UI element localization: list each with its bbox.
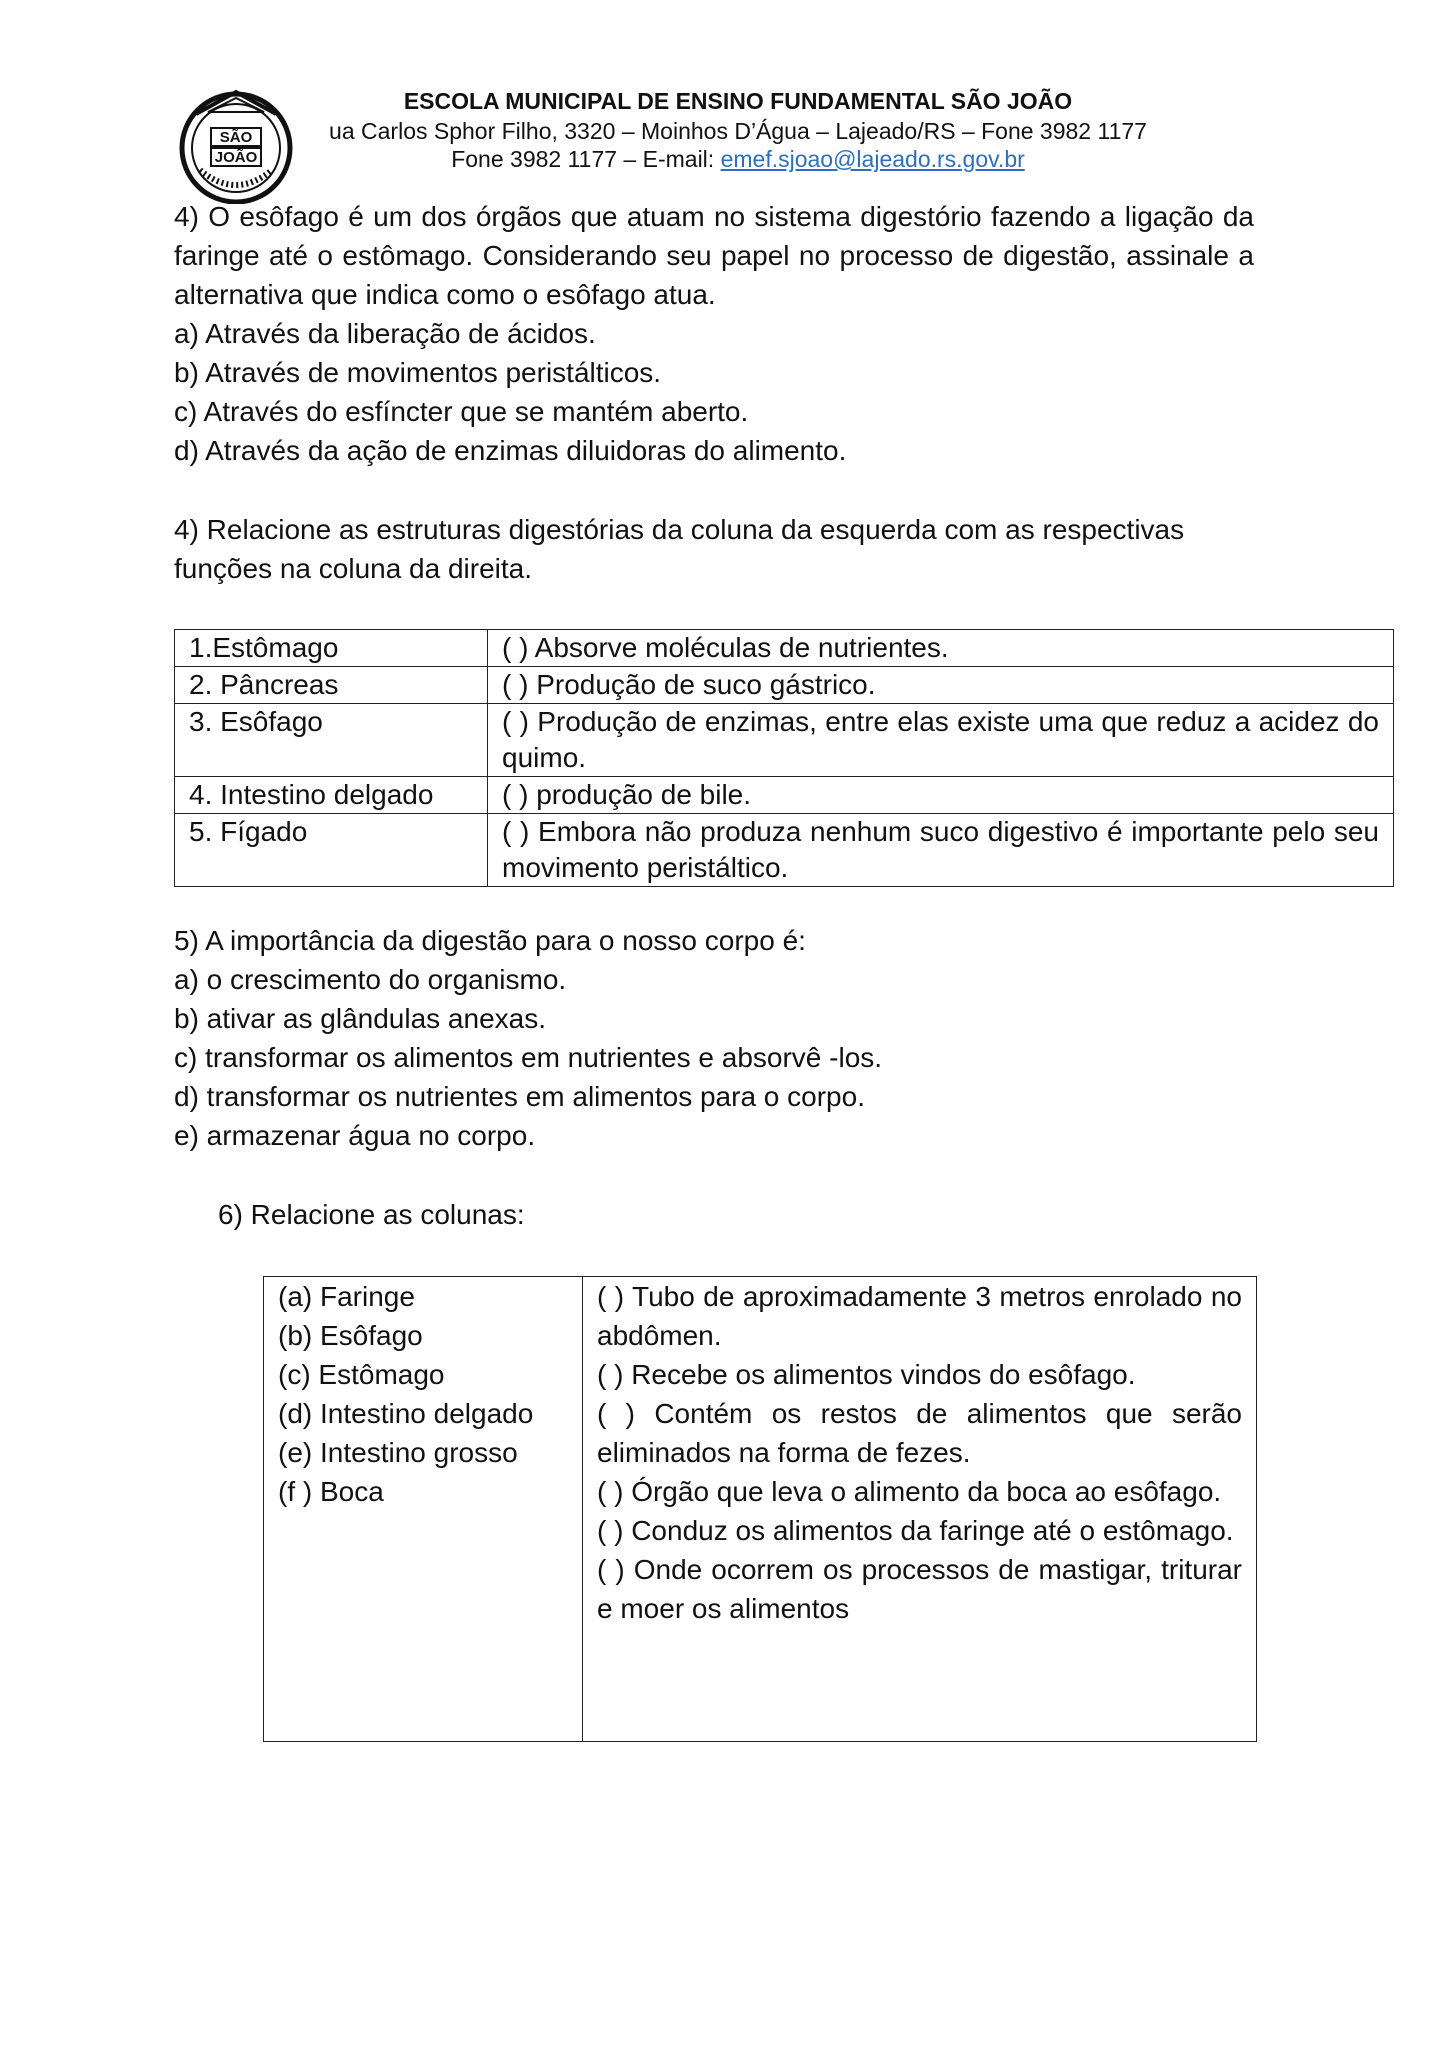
organ-item: (e) Intestino grosso	[278, 1437, 518, 1468]
structure-cell: 3. Esôfago	[175, 704, 488, 777]
function-cell: ( ) Absorve moléculas de nutrientes.	[488, 630, 1394, 667]
structure-cell: 5. Fígado	[175, 814, 488, 887]
description-item: ( ) Conduz os alimentos da faringe até o estômago.	[597, 1515, 1234, 1546]
question-6-text: 6) Relacione as colunas:	[218, 1199, 525, 1230]
structure-cell: 4. Intestino delgado	[175, 777, 488, 814]
table-row	[175, 814, 1394, 887]
table-row	[175, 667, 1394, 704]
function-cell: ( ) Produção de suco gástrico.	[488, 667, 1394, 704]
function-cell: ( ) produção de bile.	[488, 777, 1394, 814]
table-row	[264, 1277, 1257, 1742]
table-row	[175, 630, 1394, 667]
email-link[interactable]: emef.sjoao@lajeado.rs.gov.br	[720, 146, 1025, 172]
organ-item: (f ) Boca	[278, 1476, 384, 1507]
organ-item: (b) Esôfago	[278, 1320, 423, 1351]
function-cell: ( ) Embora não produza nenhum suco digestivo é importante pelo seu movimento peristáltico.	[488, 814, 1394, 887]
table-row	[175, 777, 1394, 814]
logo-text-top: SÃO	[219, 129, 253, 146]
school-name: ESCOLA MUNICIPAL DE ENSINO FUNDAMENTAL SÃO JOÃO	[403, 88, 1073, 114]
school-address: ua Carlos Sphor Filho, 3320 – Moinhos D’Água – Lajeado/RS – Fone 3982 1177	[329, 118, 1147, 144]
contact-prefix: Fone 3982 1177 – E-mail:	[451, 146, 721, 172]
q4a-option-c: c) Através do esfíncter que se mantém aberto.	[174, 396, 749, 427]
q5-option-a: a) o crescimento do organismo.	[174, 964, 567, 995]
matching-table-2	[263, 1276, 1257, 1742]
structure-cell: 2. Pâncreas	[175, 667, 488, 704]
question-5-text: 5) A importância da digestão para o nosso corpo é:	[174, 925, 806, 956]
matching-table-1	[174, 629, 1394, 887]
question-4b-text: 4) Relacione as estruturas digestórias da coluna da esquerda com as respectivas funções na coluna da direita.	[174, 514, 1185, 584]
organ-item: (c) Estômago	[278, 1359, 445, 1390]
description-item: ( ) Onde ocorrem os processos de mastigar, triturar e moer os alimentos	[597, 1554, 1242, 1624]
q4a-option-a: a) Através da liberação de ácidos.	[174, 318, 596, 349]
school-contact	[14, 144, 1448, 174]
question-4a-text: 4) O esôfago é um dos órgãos que atuam no sistema digestório fazendo a ligação da faringe até o estômago. Considerando seu papel no processo de digestão, assinale a alternativa que indica como o esôfago atua.	[174, 201, 1254, 310]
description-item: ( ) Recebe os alimentos vindos do esôfago.	[597, 1359, 1136, 1390]
q5-option-c: c) transformar os alimentos em nutrientes e absorvê -los.	[174, 1042, 883, 1073]
q5-option-b: b) ativar as glândulas anexas.	[174, 1003, 546, 1034]
table-row	[175, 704, 1394, 777]
description-item: ( ) Tubo de aproximadamente 3 metros enrolado no abdômen.	[597, 1281, 1242, 1351]
q4a-option-d: d) Através da ação de enzimas diluidoras do alimento.	[174, 435, 847, 466]
q4a-option-b: b) Através de movimentos peristálticos.	[174, 357, 662, 388]
organ-column	[264, 1277, 583, 1742]
logo-text-bottom: JOÃO	[214, 149, 258, 166]
description-column	[583, 1277, 1257, 1742]
function-cell: ( ) Produção de enzimas, entre elas existe uma que reduz a acidez do quimo.	[488, 704, 1394, 777]
description-item: ( ) Contém os restos de alimentos que serão eliminados na forma de fezes.	[597, 1398, 1242, 1468]
description-item: ( ) Órgão que leva o alimento da boca ao esôfago.	[597, 1476, 1222, 1507]
q5-option-e: e) armazenar água no corpo.	[174, 1120, 536, 1151]
q5-option-d: d) transformar os nutrientes em alimentos para o corpo.	[174, 1081, 865, 1112]
organ-item: (a) Faringe	[278, 1281, 415, 1312]
structure-cell: 1.Estômago	[175, 630, 488, 667]
organ-item: (d) Intestino delgado	[278, 1398, 534, 1429]
